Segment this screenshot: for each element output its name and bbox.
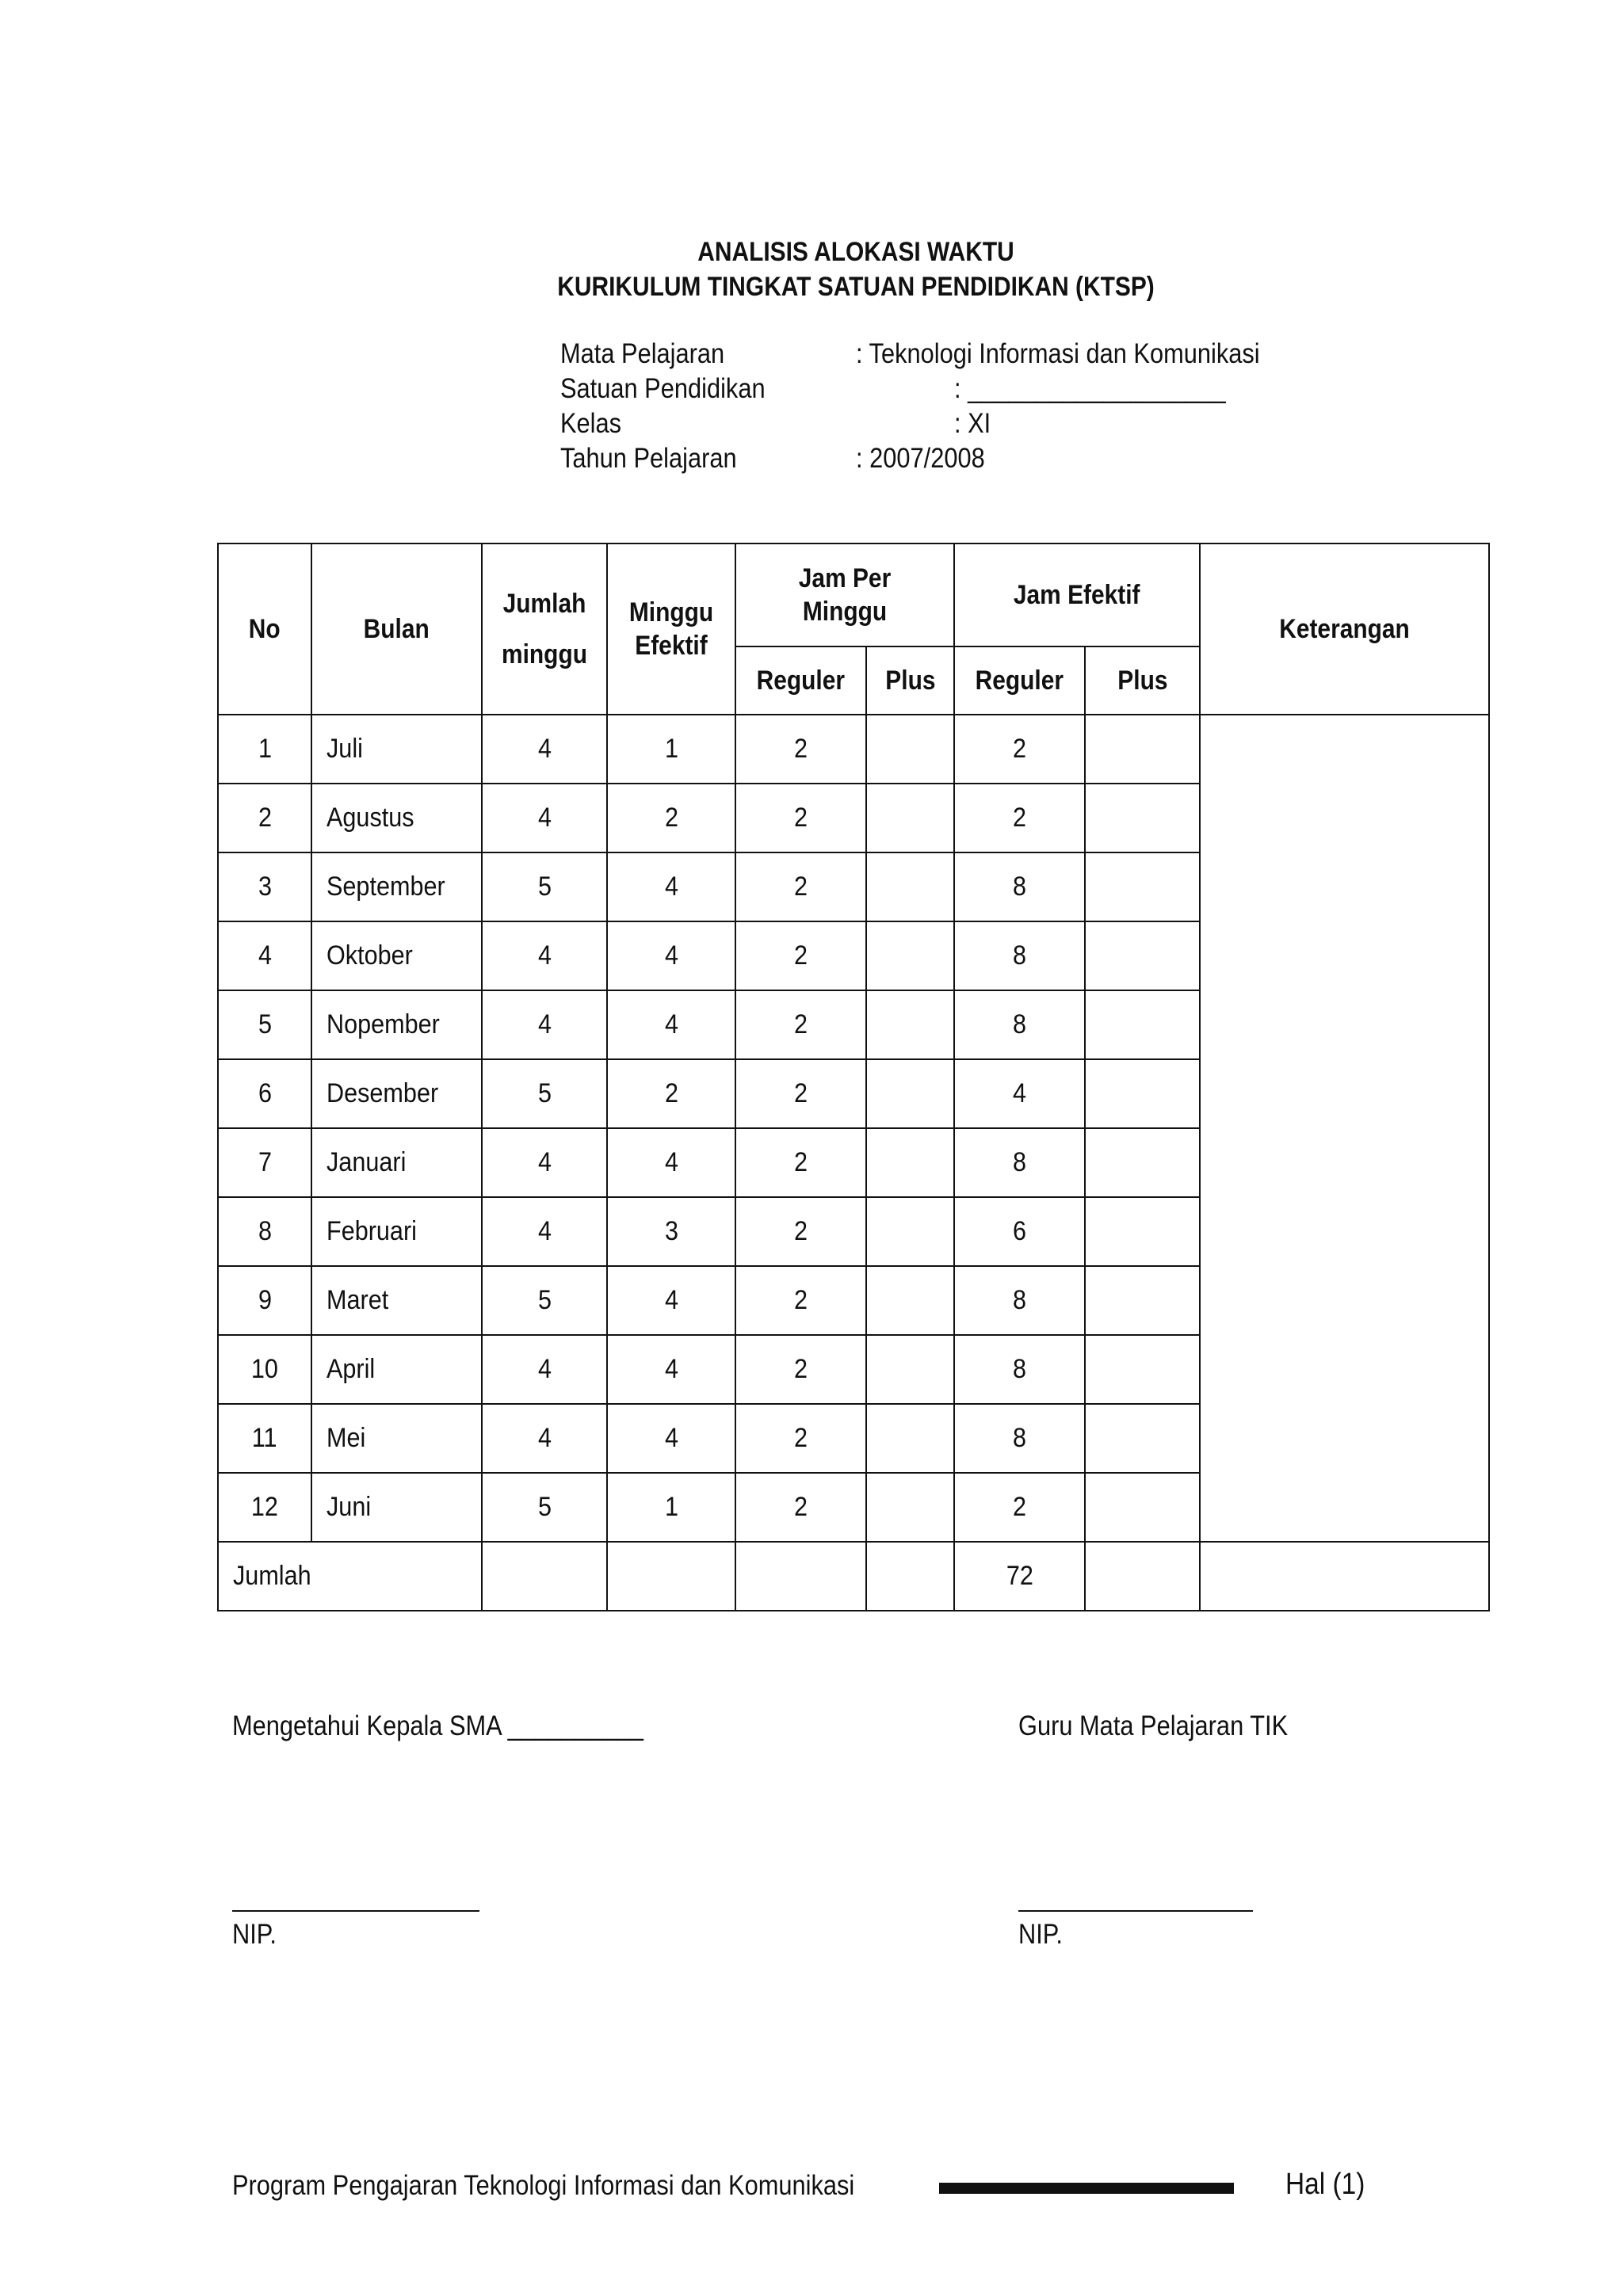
meta-value-mata-pelajaran: : Teknologi Informasi dan Komunikasi [856,338,1260,369]
meta-value-tahun-pelajaran: : 2007/2008 [856,443,985,474]
total-minggu-efektif [607,1542,735,1611]
header-jam-per-minggu: Jam Per Minggu [735,543,954,646]
cell-je-reguler: 8 [954,1404,1085,1473]
cell-minggu-efektif: 3 [607,1197,735,1266]
cell-jumlah-minggu: 4 [482,1335,607,1404]
table-total-row [218,1542,1489,1611]
cell-jumlah-minggu: 5 [482,1473,607,1542]
cell-jpm-plus [866,1128,954,1197]
cell-no: 2 [218,784,311,852]
cell-jpm-plus [866,715,954,784]
meta-label-tahun-pelajaran: Tahun Pelajaran [560,443,737,474]
cell-jpm-reguler: 2 [735,1128,866,1197]
cell-no: 12 [218,1473,311,1542]
cell-minggu-efektif: 4 [607,1404,735,1473]
signature-left-nip: NIP. [232,1919,277,1950]
cell-je-plus [1085,1059,1200,1128]
total-jumlah-minggu [482,1542,607,1611]
cell-jpm-plus [866,784,954,852]
cell-jpm-reguler: 2 [735,784,866,852]
cell-bulan: Januari [311,1128,482,1197]
cell-jpm-plus [866,1473,954,1542]
cell-je-plus [1085,852,1200,921]
cell-je-reguler: 8 [954,1266,1085,1335]
cell-je-plus [1085,1128,1200,1197]
cell-jumlah-minggu: 4 [482,1197,607,1266]
cell-je-reguler: 8 [954,1335,1085,1404]
cell-jpm-reguler: 2 [735,1335,866,1404]
cell-minggu-efektif: 4 [607,1128,735,1197]
cell-no: 3 [218,852,311,921]
total-jpm-reguler [735,1542,866,1611]
cell-je-plus [1085,784,1200,852]
cell-minggu-efektif: 2 [607,784,735,852]
header-bulan: Bulan [311,543,482,715]
cell-jpm-reguler: 2 [735,921,866,990]
cell-jpm-plus [866,852,954,921]
signature-left-line [232,1910,479,1912]
cell-minggu-efektif: 4 [607,990,735,1059]
cell-minggu-efektif: 4 [607,852,735,921]
cell-bulan: April [311,1335,482,1404]
cell-jumlah-minggu: 5 [482,1266,607,1335]
cell-no: 4 [218,921,311,990]
meta-value-kelas: : XI [954,408,991,439]
cell-no: 8 [218,1197,311,1266]
total-label: Jumlah [218,1542,482,1611]
cell-bulan: September [311,852,482,921]
cell-bulan: Mei [311,1404,482,1473]
cell-je-reguler: 2 [954,1473,1085,1542]
signature-left-title: Mengetahui Kepala SMA __________ [232,1711,643,1741]
cell-no: 10 [218,1335,311,1404]
document-title: ANALISIS ALOKASI WAKTU [697,237,1014,267]
cell-je-plus [1085,1197,1200,1266]
cell-jpm-plus [866,1197,954,1266]
cell-je-plus [1085,1266,1200,1335]
cell-je-plus [1085,715,1200,784]
cell-minggu-efektif: 4 [607,921,735,990]
cell-jumlah-minggu: 4 [482,715,607,784]
header-jumlah-minggu: Jumlah minggu [482,543,607,715]
table-row [218,715,1489,784]
cell-minggu-efektif: 2 [607,1059,735,1128]
meta-value-satuan-pendidikan: : ___________________ [954,373,1226,404]
cell-no: 6 [218,1059,311,1128]
cell-jpm-plus [866,1404,954,1473]
footer-program-text: Program Pengajaran Teknologi Informasi dan Komunikasi [232,2170,855,2201]
cell-bulan: Maret [311,1266,482,1335]
cell-jpm-reguler: 2 [735,1197,866,1266]
cell-jpm-reguler: 2 [735,1059,866,1128]
cell-jpm-plus [866,1059,954,1128]
cell-no: 5 [218,990,311,1059]
cell-jumlah-minggu: 4 [482,1404,607,1473]
meta-label-kelas: Kelas [560,408,622,439]
cell-jumlah-minggu: 4 [482,1128,607,1197]
cell-jpm-reguler: 2 [735,990,866,1059]
cell-jpm-reguler: 2 [735,715,866,784]
cell-no: 9 [218,1266,311,1335]
cell-no: 1 [218,715,311,784]
cell-je-plus [1085,1473,1200,1542]
cell-je-plus [1085,1404,1200,1473]
cell-jpm-plus [866,990,954,1059]
signature-right-nip: NIP. [1018,1919,1063,1950]
total-jpm-plus [866,1542,954,1611]
cell-jpm-plus [866,1266,954,1335]
meta-label-mata-pelajaran: Mata Pelajaran [560,338,725,369]
cell-bulan: Juli [311,715,482,784]
cell-je-reguler: 6 [954,1197,1085,1266]
header-jam-efektif: Jam Efektif [954,543,1200,646]
cell-je-reguler: 2 [954,715,1085,784]
cell-jumlah-minggu: 4 [482,990,607,1059]
cell-je-plus [1085,1335,1200,1404]
cell-bulan: Agustus [311,784,482,852]
cell-je-reguler: 4 [954,1059,1085,1128]
header-plus-je: Plus [1085,646,1200,715]
header-no: No [218,543,311,715]
header-keterangan: Keterangan [1200,543,1489,715]
cell-je-reguler: 8 [954,921,1085,990]
cell-jpm-reguler: 2 [735,1266,866,1335]
total-je-plus [1085,1542,1200,1611]
signature-right-title: Guru Mata Pelajaran TIK [1018,1711,1289,1741]
cell-je-reguler: 2 [954,784,1085,852]
cell-bulan: Oktober [311,921,482,990]
cell-je-reguler: 8 [954,1128,1085,1197]
cell-jpm-reguler: 2 [735,1404,866,1473]
cell-je-reguler: 8 [954,990,1085,1059]
cell-minggu-efektif: 1 [607,1473,735,1542]
cell-bulan: Februari [311,1197,482,1266]
footer-bar [939,2183,1234,2194]
total-je-reguler: 72 [954,1542,1085,1611]
cell-keterangan [1200,715,1489,1542]
cell-jpm-reguler: 2 [735,1473,866,1542]
cell-je-plus [1085,990,1200,1059]
cell-je-plus [1085,921,1200,990]
cell-minggu-efektif: 4 [607,1335,735,1404]
cell-bulan: Desember [311,1059,482,1128]
meta-label-satuan-pendidikan: Satuan Pendidikan [560,373,766,404]
cell-je-reguler: 8 [954,852,1085,921]
cell-jpm-plus [866,1335,954,1404]
cell-minggu-efektif: 4 [607,1266,735,1335]
header-reguler-jpm: Reguler [735,646,866,715]
cell-bulan: Juni [311,1473,482,1542]
cell-no: 11 [218,1404,311,1473]
header-reguler-je: Reguler [954,646,1085,715]
cell-jpm-plus [866,921,954,990]
cell-jumlah-minggu: 4 [482,921,607,990]
cell-minggu-efektif: 1 [607,715,735,784]
cell-bulan: Nopember [311,990,482,1059]
cell-jumlah-minggu: 4 [482,784,607,852]
allocation-table [217,543,1490,1611]
signature-right-line [1018,1910,1253,1912]
header-plus-jpm: Plus [866,646,954,715]
cell-no: 7 [218,1128,311,1197]
cell-jumlah-minggu: 5 [482,1059,607,1128]
total-keterangan [1200,1542,1489,1611]
cell-jumlah-minggu: 5 [482,852,607,921]
document-subtitle: KURIKULUM TINGKAT SATUAN PENDIDIKAN (KTSP) [557,272,1155,302]
header-minggu-efektif: Minggu Efektif [607,543,735,715]
cell-jpm-reguler: 2 [735,852,866,921]
footer-page-number: Hal (1) [1285,2168,1365,2201]
